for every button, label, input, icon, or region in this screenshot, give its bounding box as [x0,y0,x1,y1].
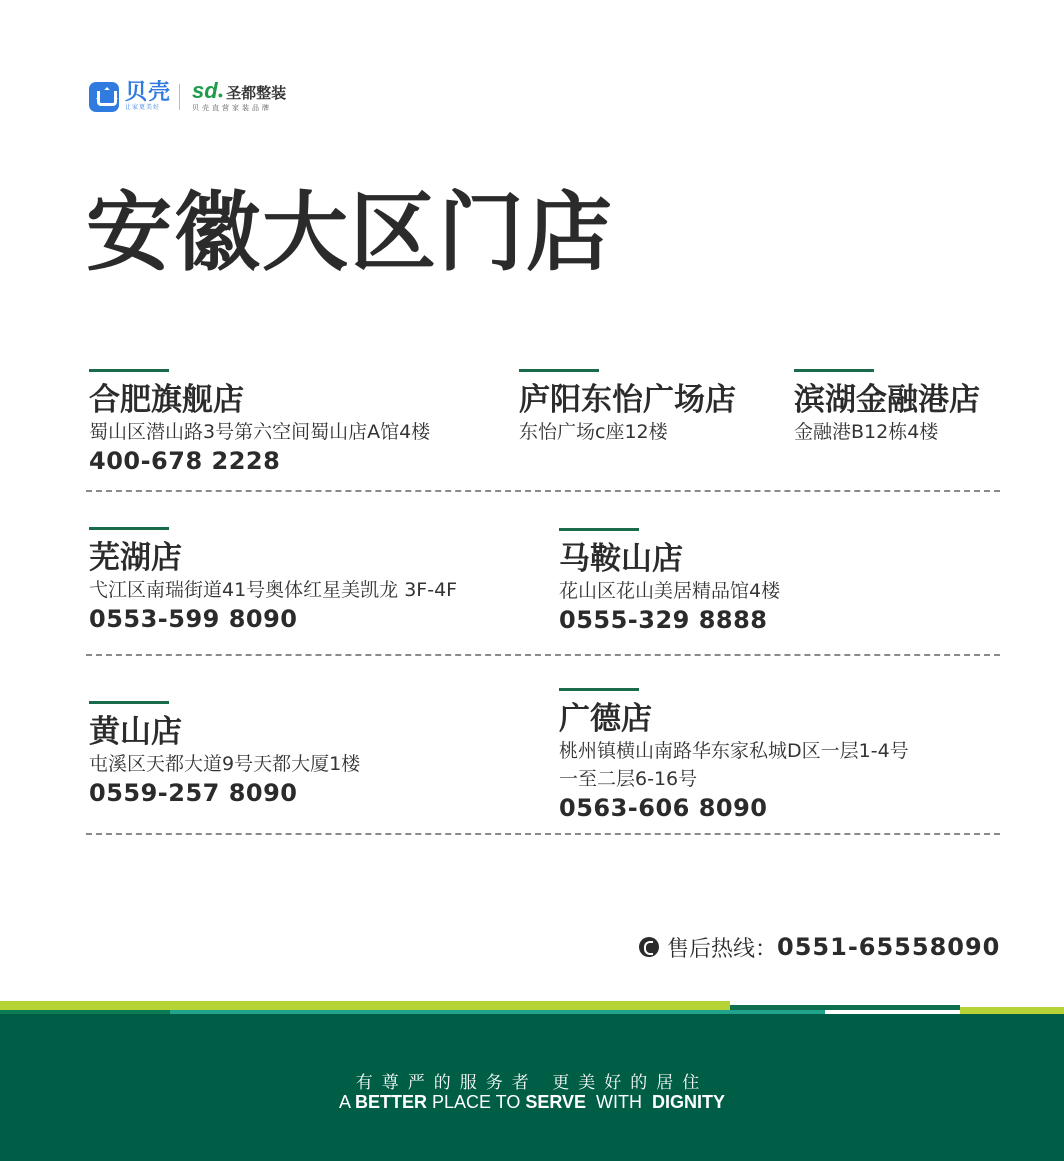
slogan-word-bold: SERVE [525,1092,587,1112]
phone-icon [639,937,659,957]
slogan-word-bold: DIGNITY [652,1092,726,1112]
store-phone: 0559-257 8090 [89,779,298,807]
store-accent-rule [89,701,169,704]
store-accent-rule [559,688,639,691]
store-guangde [559,688,909,823]
store-accent-rule [89,527,169,530]
store-accent-rule [559,528,639,531]
store-name: 广德店 [559,701,652,737]
store-hefei [89,369,430,476]
slogan-word-bold: BETTER [354,1092,427,1112]
store-accent-rule [519,369,599,372]
after-sales-hotline [639,932,1000,962]
sd-subtitle: 贝壳直营家装品牌 [192,104,273,112]
store-accent-rule [794,369,874,372]
store-address: 东怡广场c座12楼 [519,421,668,443]
sd-logo-mark: sd [192,78,218,103]
hotline-label: 售后热线： [667,936,778,962]
store-phone: 0563-606 8090 [559,794,768,822]
store-address-line2: 一至二层6-16号 [559,768,698,790]
slogan-word: PLACE TO [426,1092,526,1112]
store-address: 花山区花山美居精品馆4楼 [559,580,781,602]
footer-slogan-cn: 有尊严的服务者 更美好的居住 [355,1073,709,1093]
dashed-divider [86,654,1000,656]
lime-stripe-right [960,1007,1064,1014]
store-name: 芜湖店 [89,540,182,576]
hotline-number[interactable]: 0551-65558090 [777,933,1001,961]
slogan-word: A [338,1092,355,1112]
store-address: 桃州镇横山南路华东家私城D区一层1-4号 [559,740,909,762]
slogan-word: WITH [586,1092,653,1112]
lime-stripe [0,1001,730,1010]
beike-slogan: 让家更美好 [125,104,161,111]
store-address: 弋江区南瑞街道41号奥体红星美凯龙 3F-4F [89,579,458,601]
dashed-divider [86,833,1000,835]
page-title: 安徽大区门店 [86,183,614,283]
store-binhu [794,369,980,446]
sd-name: 圣都整装 [226,84,287,102]
beike-name: 贝壳 [125,80,172,105]
store-phone: 0555-329 8888 [559,606,768,634]
store-name: 马鞍山店 [559,541,683,577]
store-name: 滨湖金融港店 [794,382,980,418]
footer-slogan-en [0,1092,1064,1113]
store-address: 蜀山区潜山路3号第六空间蜀山店A馆4楼 [89,421,431,443]
beike-logo-icon [89,82,119,112]
store-name: 黄山店 [89,714,182,750]
store-address: 屯溪区天都大道9号天都大厦1楼 [89,753,361,775]
store-name: 庐阳东怡广场店 [519,382,736,418]
store-phone: 0553-599 8090 [89,605,298,633]
store-luyang [519,369,736,446]
sd-dot-icon: ● [217,90,224,100]
beike-wordmark [125,82,171,112]
store-maanshan [559,528,780,635]
brand-logos [89,80,286,114]
store-name: 合肥旗舰店 [89,382,244,418]
store-huangshan [89,701,360,808]
store-address: 金融港B12栋4楼 [794,421,939,443]
logo-divider [179,84,180,110]
store-accent-rule [89,369,169,372]
store-wuhu [89,527,457,634]
dashed-divider [86,490,1000,492]
store-phone: 400-678 2228 [89,447,281,475]
shengdu-wordmark [192,78,287,113]
